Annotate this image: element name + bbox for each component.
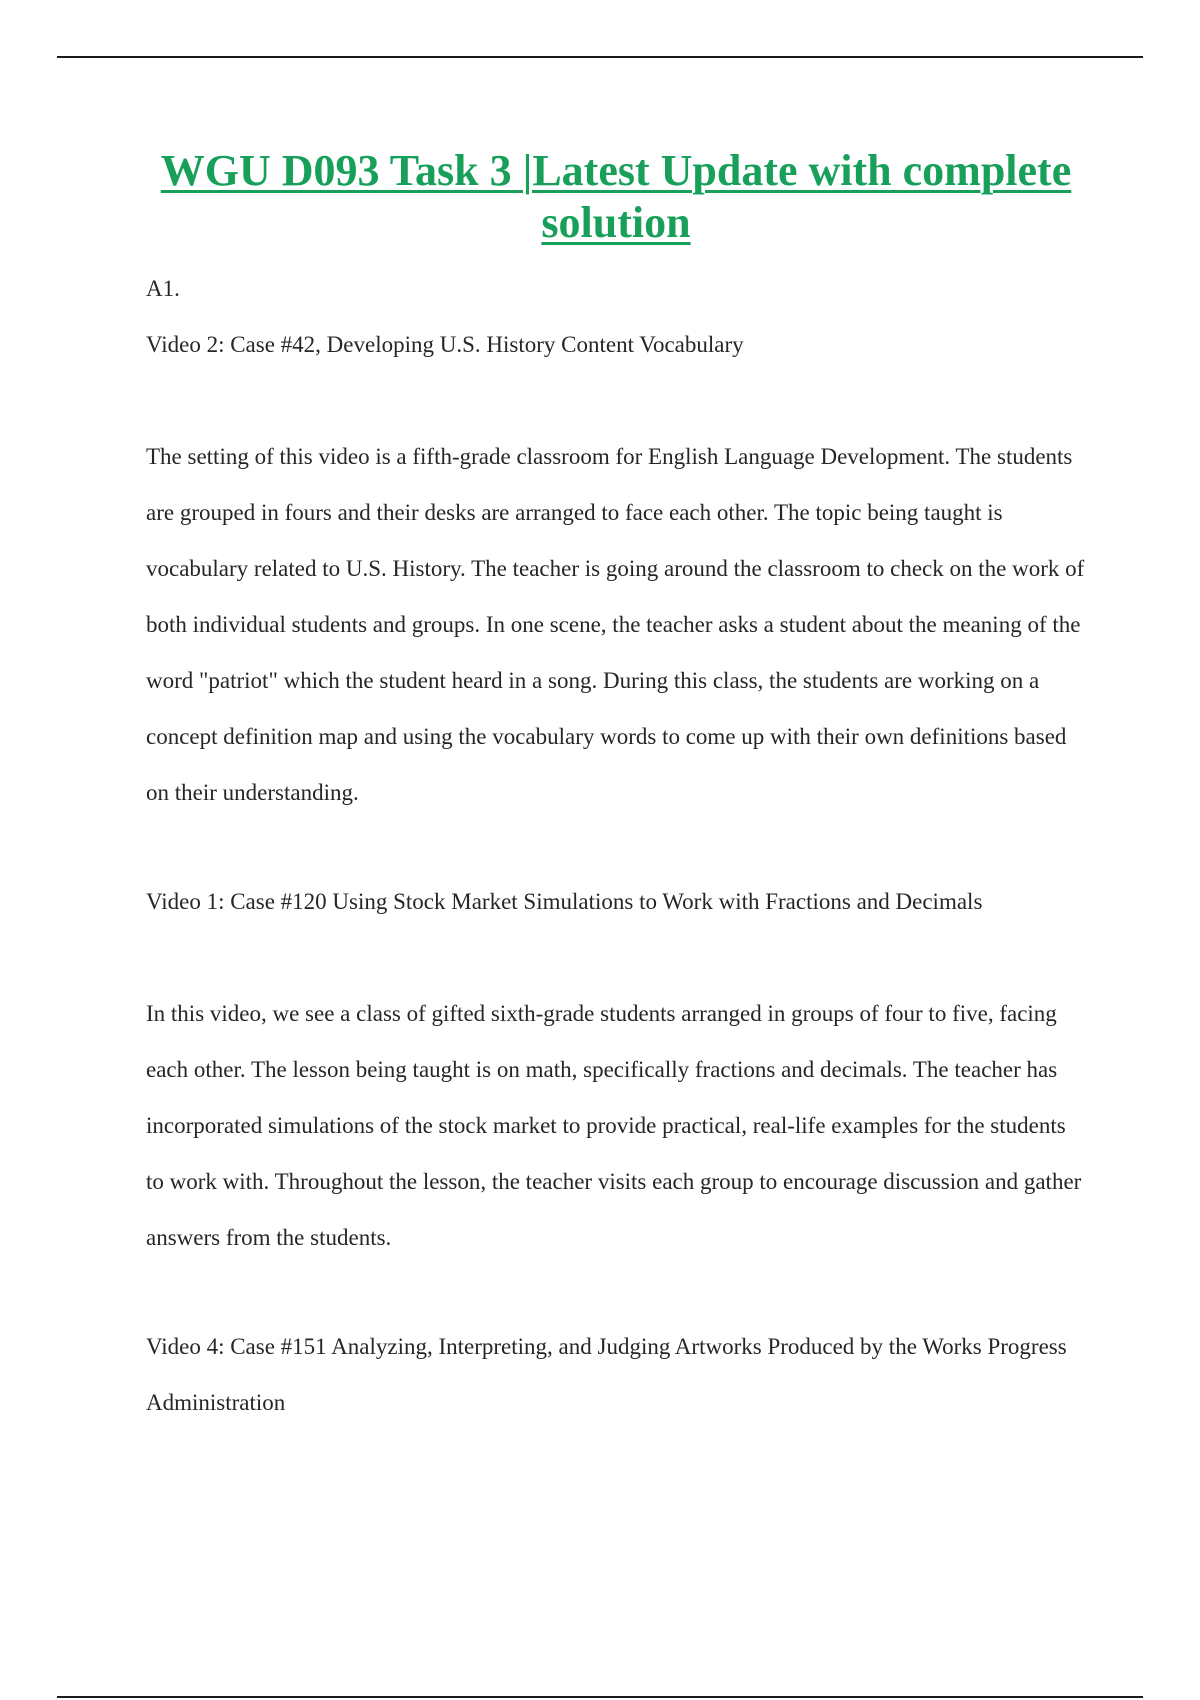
section-label: A1. [146,276,180,301]
video-1-heading: Video 1: Case #120 Using Stock Market Simulations to Work with Fractions and Decimals [146,889,983,914]
video-1-description: In this video, we see a class of gifted sixth-grade students arranged in groups of four to five, facing each other. The lesson being taught is on math, specifically fractions and decimals. The teacher has incorporated simulations of the stock market to provide practical, real-life examples for the students to work with. Throughout the lesson, the teacher visits each group to encourage discussion and gather answers from the students. [146,1001,1082,1250]
video-2-description: The setting of this video is a fifth-grade classroom for English Language Development. The students are grouped in fours and their desks are arranged to face each other. The topic being taught is vocabulary related to U.S. History. The teacher is going around the classroom to check on the work of both individual students and groups. In one scene, the teacher asks a student about the meaning of the word "patriot" which the student heard in a song. During this class, the students are working on a concept definition map and using the vocabulary words to come up with their own definitions based on their understanding. [146,444,1085,805]
video-2-heading: Video 2: Case #42, Developing U.S. History Content Vocabulary [146,332,744,357]
top-rule [57,56,1143,58]
document-title: WGU D093 Task 3 |Latest Update with complete solution [160,146,1072,247]
video-4-heading: Video 4: Case #151 Analyzing, Interpreting, and Judging Artworks Produced by the Works Progress Administration [146,1334,1067,1415]
bottom-rule [57,1696,1143,1698]
